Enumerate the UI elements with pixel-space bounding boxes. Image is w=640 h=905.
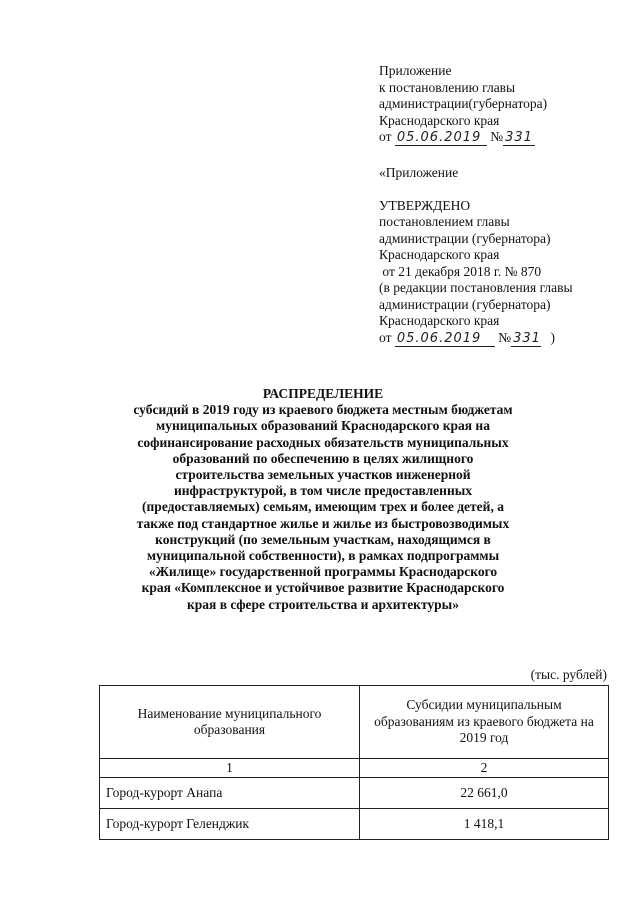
table-row [100, 778, 609, 809]
title-line: муниципальных образований Краснодарского края на [156, 418, 490, 434]
handwritten-date: 05.06.2019 [395, 332, 495, 347]
appendix-date-line [379, 129, 547, 146]
header-subsidy: Субсидии муниципальным образованиям из краевого бюджета на 2019 год [360, 686, 609, 759]
title-line: также под стандартное жилье и жилье из быстровозводимых [136, 515, 510, 531]
approved-block [379, 165, 573, 347]
approved-line: (в редакции постановления главы [379, 280, 573, 295]
municipality-name: Город-курорт Анапа [100, 778, 360, 809]
title-line: края в сфере строительства и архитектуры» [187, 596, 459, 612]
subsidy-value: 22 661,0 [360, 778, 609, 809]
handwritten-date: 05.06.2019 [395, 131, 487, 146]
number-sign: № [498, 329, 512, 345]
approved-line: Краснодарского края [379, 247, 500, 262]
title-line: строительства земельных участков инженерной [175, 467, 471, 483]
date-prefix: от [379, 329, 392, 345]
handwritten-number: 331 [503, 131, 535, 146]
subsidy-value: 1 418,1 [360, 809, 609, 840]
column-number-row [100, 759, 609, 778]
title-line: софинансирование расходных обязательств муниципальных [137, 434, 509, 450]
title-line: инфраструктурой, в том числе предоставленных [173, 483, 473, 499]
title-line: края «Комплексное и устойчивое развитие Краснодарского [141, 580, 505, 596]
approved-line: администрации (губернатора) [379, 296, 551, 312]
appendix-line: Краснодарского края [379, 112, 500, 128]
approved-date-line [379, 330, 573, 347]
appendix-line: к постановлению главы [379, 79, 516, 95]
column-number: 2 [360, 759, 609, 778]
appendix-line: администрации(губернатора) [379, 96, 548, 111]
title-line: «Жилище» государственной программы Краснодарского [148, 564, 498, 580]
approved-line: постановлением главы [379, 214, 510, 229]
column-number: 1 [100, 759, 360, 778]
municipality-name: Город-курорт Геленджик [100, 809, 360, 840]
closing-paren: ) [550, 329, 555, 345]
title-line: образований по обеспечению в целях жилищного [172, 450, 474, 466]
title-line: субсидий в 2019 году из краевого бюджета местным бюджетам [133, 402, 513, 418]
document-title [100, 386, 546, 613]
approved-line: УТВЕРЖДЕНО [379, 197, 471, 213]
title-line: (предоставляемых) семьям, имеющим трех и более детей, а [142, 499, 504, 515]
handwritten-number: 331 [513, 330, 541, 346]
title-line: конструкций (по земельным участкам, находящимся в [155, 531, 491, 547]
approved-line: от 21 декабря 2018 г. № 870 [379, 263, 542, 279]
table-header-row [100, 686, 609, 759]
title-line: муниципальной собственности), в рамках подпрограммы [146, 548, 500, 564]
appendix-block [379, 63, 547, 146]
subsidy-table [99, 685, 609, 840]
approved-line: Краснодарского края [379, 313, 500, 328]
number-sign: № [490, 129, 504, 144]
table-row [100, 809, 609, 840]
date-prefix: от [379, 129, 392, 144]
quote-line: «Приложение [379, 165, 459, 180]
units-label: (тыс. рублей) [530, 667, 607, 682]
header-municipality: Наименование муниципального образования [100, 686, 360, 759]
approved-line: администрации (губернатора) [379, 230, 551, 246]
appendix-line: Приложение [379, 63, 452, 78]
title-line: РАСПРЕДЕЛЕНИЕ [262, 386, 384, 401]
